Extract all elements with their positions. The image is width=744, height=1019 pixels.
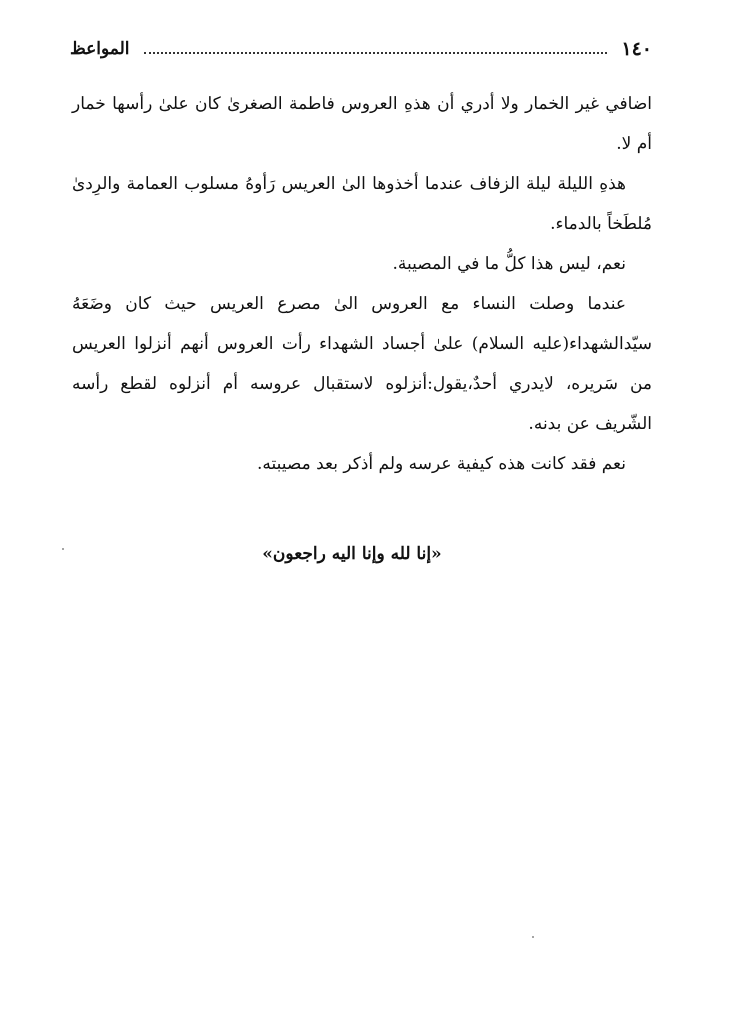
closing-verse (72, 544, 652, 564)
body-text (72, 84, 652, 484)
scan-speck (532, 936, 534, 938)
paragraph: نعم فقد كانت هذه كيفية عرسه ولم أذكر بعد مصيبته. (256, 454, 626, 474)
scan-speck (62, 548, 64, 550)
dotted-leader (144, 44, 608, 54)
running-title: المواعظ (70, 39, 130, 59)
page-number: ١٤٠ (621, 38, 652, 60)
page-header (70, 34, 652, 64)
paragraph: هذهِ الليلة ليلة الزفاف عندما أخذوها الىٰ العريس رَأوهُ مسلوب العمامة والرِدىٰ مُلطَخاً بالدماء. (72, 174, 652, 234)
paragraph: عندما وصلت النساء مع العروس الىٰ مصرع العريس حيث كان وضَعَهُ سيّدالشهداء(عليه السلام) علىٰ أجساد الشهداء رأت العروس أنهم أنزلوا العريس من سَريره، لايدري أحدٌ،يقول:أنزلوه لاستقبال عروسه أم أنزلوه لقطع رأسه الشّريف عن بدنه. (72, 294, 652, 434)
paragraph: نعم، ليس هذا كلُّ ما في المصيبة. (392, 254, 626, 274)
closing-verse-text: «إنا لله وإنا اليه راجعون» (262, 544, 442, 564)
paragraph: اضافي غير الخمار ولا أدري أن هذهِ العروس فاطمة الصغرىٰ كان علىٰ رأسها خمار أم لا. (72, 94, 652, 154)
